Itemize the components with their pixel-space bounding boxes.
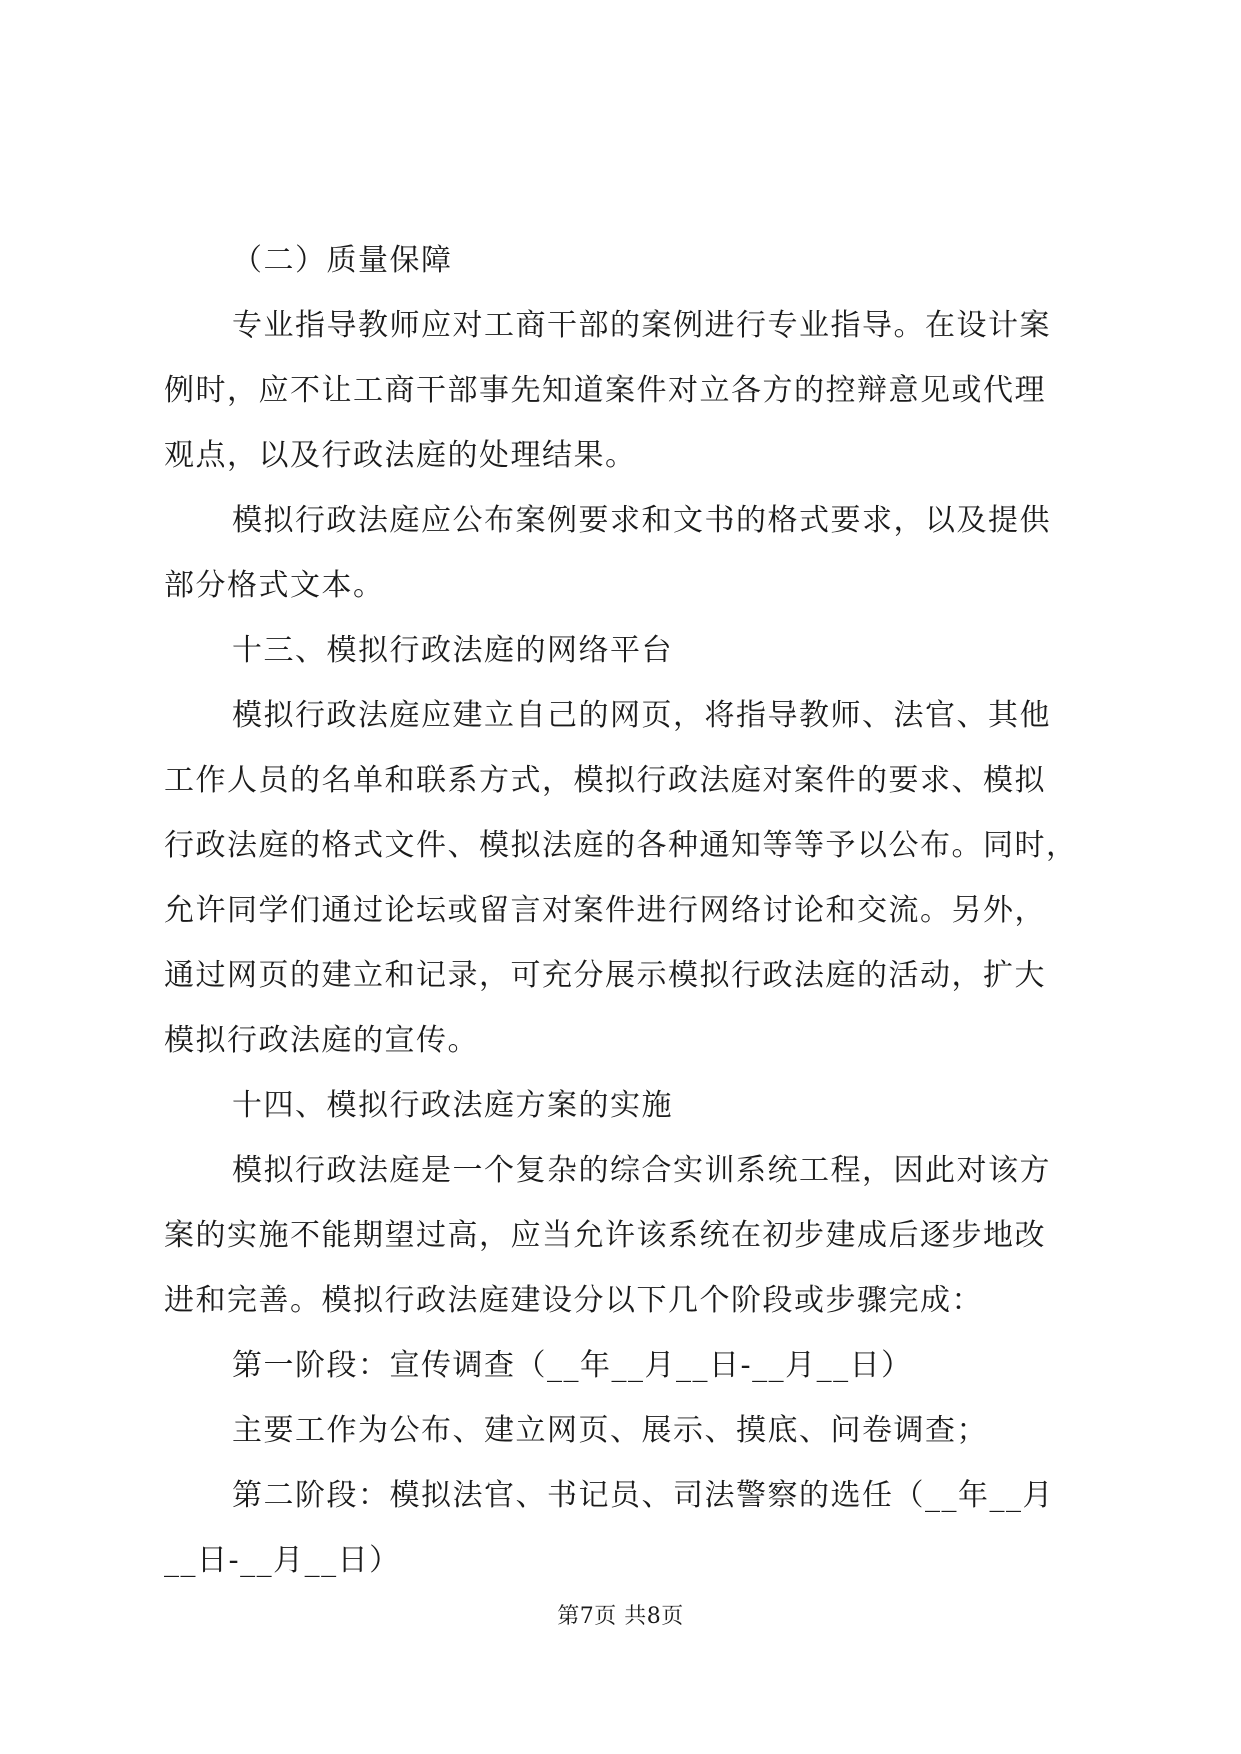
paragraph-line: 进和完善。模拟行政法庭建设分以下几个阶段或步骤完成： [164,1283,983,1318]
stage-line: __日-__月__日） [164,1543,401,1578]
section-heading: 十三、模拟行政法庭的网络平台 [232,633,673,668]
paragraph-line: 模拟行政法庭是一个复杂的综合实训系统工程，因此对该方 [232,1153,1051,1188]
paragraph-line: 模拟行政法庭的宣传。 [164,1023,479,1058]
paragraph-line: 部分格式文本。 [164,568,385,603]
paragraph-line: 通过网页的建立和记录，可充分展示模拟行政法庭的活动，扩大 [164,958,1046,993]
paragraph-line: 行政法庭的格式文件、模拟法庭的各种通知等等予以公布。同时， [164,828,1078,863]
paragraph-line: 专业指导教师应对工商干部的案例进行专业指导。在设计案 [232,308,1051,343]
paragraph-line: 主要工作为公布、建立网页、展示、摸底、问卷调查； [232,1413,988,1448]
paragraph-line: 例时，应不让工商干部事先知道案件对立各方的控辩意见或代理 [164,373,1046,408]
stage-line: 第二阶段：模拟法官、书记员、司法警察的选任（__年__月 [232,1478,1054,1513]
paragraph-line: 模拟行政法庭应建立自己的网页，将指导教师、法官、其他 [232,698,1051,733]
stage-line: 第一阶段：宣传调查（__年__月__日-__月__日） [232,1348,913,1383]
section-heading: 十四、模拟行政法庭方案的实施 [232,1088,673,1123]
document-body [164,228,1076,1593]
paragraph-line: 允许同学们通过论坛或留言对案件进行网络讨论和交流。另外， [164,893,1046,928]
section-heading: （二）质量保障 [232,243,453,278]
page-number: 第7页 共8页 [557,1604,684,1629]
paragraph-line: 模拟行政法庭应公布案例要求和文书的格式要求，以及提供 [232,503,1051,538]
paragraph-line: 案的实施不能期望过高，应当允许该系统在初步建成后逐步地改 [164,1218,1046,1253]
paragraph-line: 工作人员的名单和联系方式，模拟行政法庭对案件的要求、模拟 [164,763,1046,798]
paragraph-line: 观点，以及行政法庭的处理结果。 [164,438,637,473]
